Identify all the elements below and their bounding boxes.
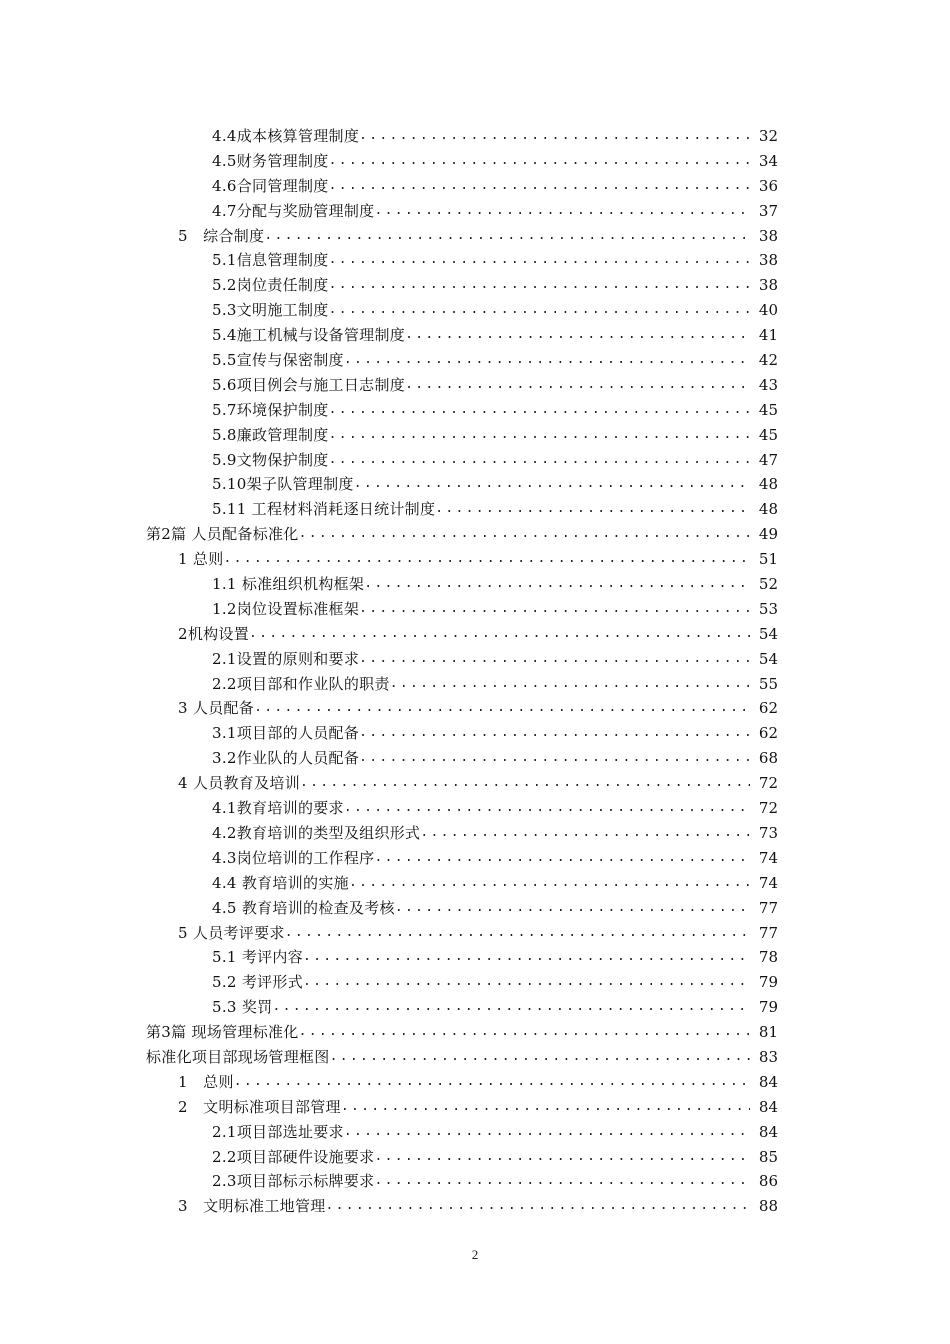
toc-entry[interactable]	[0, 846, 950, 871]
toc-entry-title: 1.1 标准组织机构框架	[212, 575, 365, 594]
toc-entry-page: 32	[758, 127, 778, 145]
toc-entry[interactable]	[0, 448, 950, 473]
toc-dot-leader	[349, 871, 750, 896]
toc-entry[interactable]	[0, 597, 950, 622]
toc-entry[interactable]	[0, 497, 950, 522]
toc-entry-title: 1 总则	[178, 550, 224, 569]
toc-entry-page: 77	[758, 898, 778, 917]
toc-entry[interactable]	[0, 1194, 950, 1219]
toc-entry-page: 43	[758, 375, 778, 394]
toc-entry[interactable]	[0, 547, 950, 572]
toc-entry-page: 34	[758, 151, 778, 170]
toc-entry-title: 3 文明标准工地管理	[178, 1197, 326, 1216]
toc-dot-leader	[272, 995, 750, 1020]
toc-entry-title: 5 人员考评要求	[178, 923, 285, 942]
toc-entry-page: 41	[758, 326, 778, 345]
toc-dot-leader	[420, 821, 750, 846]
toc-entry-title: 4.7分配与奖励管理制度	[212, 201, 375, 220]
toc-dot-leader	[303, 970, 750, 995]
toc-dot-leader	[374, 846, 750, 871]
toc-entry-page: 86	[758, 1172, 778, 1191]
toc-entry-title: 4.5 教育培训的检查及考核	[212, 898, 395, 917]
toc-entry-title: 2.2项目部硬件设施要求	[212, 1147, 375, 1166]
toc-entry-title: 5.3文明施工制度	[212, 301, 329, 320]
toc-dot-leader	[344, 348, 750, 373]
toc-dot-leader	[299, 1020, 750, 1045]
toc-entry-page: 74	[758, 848, 778, 867]
toc-entry[interactable]	[0, 398, 950, 423]
toc-dot-leader	[303, 945, 750, 970]
toc-dot-leader	[354, 472, 750, 497]
toc-entry-title: 标准化项目部现场管理框图	[146, 1047, 330, 1066]
toc-dot-leader	[341, 1095, 750, 1120]
toc-entry[interactable]	[0, 970, 950, 995]
toc-entry-page: 78	[758, 948, 778, 967]
toc-entry-title: 第2篇 人员配备标准化	[146, 525, 299, 544]
toc-entry-title: 1 总则	[178, 1072, 234, 1091]
toc-dot-leader	[249, 622, 750, 647]
toc-dot-leader	[359, 647, 750, 672]
toc-entry-title: 4.3岗位培训的工作程序	[212, 848, 375, 867]
toc-entry-page: 36	[758, 176, 778, 195]
toc-dot-leader	[326, 1194, 750, 1219]
toc-entry[interactable]	[0, 1095, 950, 1120]
toc-entry-title: 3.1项目部的人员配备	[212, 724, 360, 743]
toc-entry[interactable]	[0, 199, 950, 224]
toc-entry-page: 73	[758, 823, 778, 842]
toc-dot-leader	[329, 174, 750, 199]
toc-entry[interactable]	[0, 373, 950, 398]
toc-entry[interactable]	[0, 696, 950, 721]
toc-entry[interactable]	[0, 921, 950, 946]
toc-entry[interactable]	[0, 622, 950, 647]
toc-entry-title: 5.11 工程材料消耗逐日统计制度	[212, 500, 436, 519]
toc-entry-page: 53	[758, 599, 778, 618]
toc-entry-title: 5.3 奖罚	[212, 998, 273, 1017]
toc-entry-title: 第3篇 现场管理标准化	[146, 1023, 299, 1042]
toc-entry-title: 2.1项目部选址要求	[212, 1122, 344, 1141]
toc-entry[interactable]	[0, 721, 950, 746]
toc-dot-leader	[374, 1169, 750, 1194]
toc-dot-leader	[359, 597, 750, 622]
toc-dot-leader	[395, 896, 750, 921]
toc-entry-title: 5 综合制度	[178, 226, 265, 245]
toc-entry-title: 4.4成本核算管理制度	[212, 127, 360, 145]
toc-dot-leader	[359, 721, 750, 746]
toc-entry-page: 45	[758, 425, 778, 444]
toc-entry-title: 5.1信息管理制度	[212, 251, 329, 270]
toc-dot-leader	[390, 672, 750, 697]
toc-entry-title: 2 文明标准项目部管理	[178, 1097, 341, 1116]
toc-entry[interactable]	[0, 746, 950, 771]
toc-entry[interactable]	[0, 174, 950, 199]
toc-entry-page: 88	[758, 1197, 778, 1216]
toc-entry[interactable]	[0, 796, 950, 821]
page-number: 2	[471, 1247, 479, 1262]
toc-entry-title: 5.6项目例会与施工日志制度	[212, 375, 406, 394]
toc-entry-page: 68	[758, 749, 778, 768]
toc-dot-leader	[234, 1070, 750, 1095]
toc-entry[interactable]	[0, 647, 950, 672]
toc-entry-title: 5.2 考评形式	[212, 973, 304, 992]
toc-entry[interactable]	[0, 821, 950, 846]
toc-entry-page: 49	[758, 525, 778, 544]
toc-entry-page: 77	[758, 923, 778, 942]
toc-dot-leader	[329, 273, 750, 298]
toc-entry-page: 48	[758, 500, 778, 519]
toc-entry-page: 47	[758, 450, 778, 469]
toc-entry-page: 84	[758, 1122, 778, 1141]
toc-entry-title: 5.2岗位责任制度	[212, 276, 329, 295]
toc-dot-leader	[405, 323, 750, 348]
toc-entry[interactable]	[0, 1145, 950, 1170]
toc-dot-leader	[329, 248, 750, 273]
toc-entry[interactable]	[0, 348, 950, 373]
toc-entry-title: 5.1 考评内容	[212, 948, 304, 967]
toc-entry-title: 5.8廉政管理制度	[212, 425, 329, 444]
toc-entry-page: 62	[758, 699, 778, 718]
toc-dot-leader	[359, 746, 750, 771]
toc-entry-page: 79	[758, 998, 778, 1017]
toc-entry[interactable]	[0, 273, 950, 298]
toc-dot-leader	[374, 199, 750, 224]
toc-entry-page: 42	[758, 351, 778, 370]
toc-entry-title: 4.5财务管理制度	[212, 151, 329, 170]
toc-dot-leader	[330, 1045, 750, 1070]
toc-entry[interactable]	[0, 1169, 950, 1194]
toc-dot-leader	[329, 423, 750, 448]
toc-entry-page: 45	[758, 400, 778, 419]
toc-entry-page: 38	[758, 226, 778, 245]
toc-entry-page: 48	[758, 475, 778, 494]
toc-dot-leader	[359, 124, 750, 149]
toc-entry[interactable]	[0, 472, 950, 497]
toc-entry-title: 2.2项目部和作业队的职责	[212, 674, 390, 693]
toc-entry-title: 4.4 教育培训的实施	[212, 873, 349, 892]
toc-entry-page: 81	[758, 1023, 778, 1042]
toc-entry[interactable]	[0, 995, 950, 1020]
toc-entry-title: 3 人员配备	[178, 699, 255, 718]
toc-entry-title: 4.6合同管理制度	[212, 176, 329, 195]
toc-dot-leader	[264, 224, 750, 249]
toc-entry-page: 62	[758, 724, 778, 743]
toc-entry-page: 79	[758, 973, 778, 992]
toc-dot-leader	[329, 298, 750, 323]
toc-dot-leader	[344, 796, 750, 821]
toc-entry-title: 3.2作业队的人员配备	[212, 749, 360, 768]
toc-entry-page: 84	[758, 1097, 778, 1116]
toc-entry[interactable]	[0, 896, 950, 921]
toc-entry[interactable]	[0, 298, 950, 323]
toc-entry[interactable]	[0, 522, 950, 547]
toc-entry-title: 2.3项目部标示标牌要求	[212, 1172, 375, 1191]
toc-entry[interactable]	[0, 945, 950, 970]
toc-dot-leader	[300, 771, 750, 796]
toc-dot-leader	[374, 1145, 750, 1170]
toc-dot-leader	[254, 696, 750, 721]
toc-entry-page: 52	[758, 575, 778, 594]
toc-dot-leader	[344, 1120, 750, 1145]
table-of-contents	[0, 124, 950, 1219]
toc-entry[interactable]	[0, 871, 950, 896]
toc-entry-page: 54	[758, 624, 778, 643]
toc-dot-leader	[329, 448, 750, 473]
toc-dot-leader	[285, 921, 750, 946]
toc-entry-title: 2.1设置的原则和要求	[212, 649, 360, 668]
toc-entry-page: 83	[758, 1047, 778, 1066]
toc-entry[interactable]	[0, 672, 950, 697]
toc-dot-leader	[364, 572, 750, 597]
toc-entry-page: 37	[758, 201, 778, 220]
toc-entry-title: 4 人员教育及培训	[178, 774, 301, 793]
toc-entry-page: 40	[758, 301, 778, 320]
toc-entry[interactable]	[0, 224, 950, 249]
toc-entry-title: 2机构设置	[178, 624, 250, 643]
toc-dot-leader	[405, 373, 750, 398]
toc-entry-page: 51	[758, 550, 778, 569]
toc-entry[interactable]	[0, 423, 950, 448]
toc-entry-title: 5.5宣传与保密制度	[212, 351, 344, 370]
toc-entry[interactable]	[0, 1070, 950, 1095]
toc-entry[interactable]	[0, 323, 950, 348]
toc-entry-page: 72	[758, 799, 778, 818]
toc-entry[interactable]	[0, 149, 950, 174]
toc-entry-title: 5.7环境保护制度	[212, 400, 329, 419]
toc-entry-title: 5.4施工机械与设备管理制度	[212, 326, 406, 345]
toc-entry-page: 74	[758, 873, 778, 892]
toc-entry-page: 72	[758, 774, 778, 793]
toc-entry[interactable]	[0, 771, 950, 796]
toc-dot-leader	[299, 522, 750, 547]
toc-entry-title: 4.1教育培训的要求	[212, 799, 344, 818]
toc-entry-title: 4.2教育培训的类型及组织形式	[212, 823, 421, 842]
toc-entry[interactable]	[0, 572, 950, 597]
toc-entry-title: 5.10架子队管理制度	[212, 475, 354, 494]
toc-entry-page: 84	[758, 1072, 778, 1091]
toc-entry[interactable]	[0, 1120, 950, 1145]
toc-entry-page: 38	[758, 251, 778, 270]
toc-entry[interactable]	[0, 124, 950, 149]
toc-dot-leader	[224, 547, 750, 572]
toc-entry[interactable]	[0, 1045, 950, 1070]
toc-dot-leader	[435, 497, 750, 522]
toc-entry-page: 55	[758, 674, 778, 693]
toc-entry-page: 54	[758, 649, 778, 668]
toc-entry[interactable]	[0, 1020, 950, 1045]
toc-entry-title: 5.9文物保护制度	[212, 450, 329, 469]
toc-entry[interactable]	[0, 248, 950, 273]
toc-entry-page: 38	[758, 276, 778, 295]
toc-entry-title: 1.2岗位设置标准框架	[212, 599, 360, 618]
toc-entry-page: 85	[758, 1147, 778, 1166]
toc-dot-leader	[329, 398, 750, 423]
toc-dot-leader	[329, 149, 750, 174]
